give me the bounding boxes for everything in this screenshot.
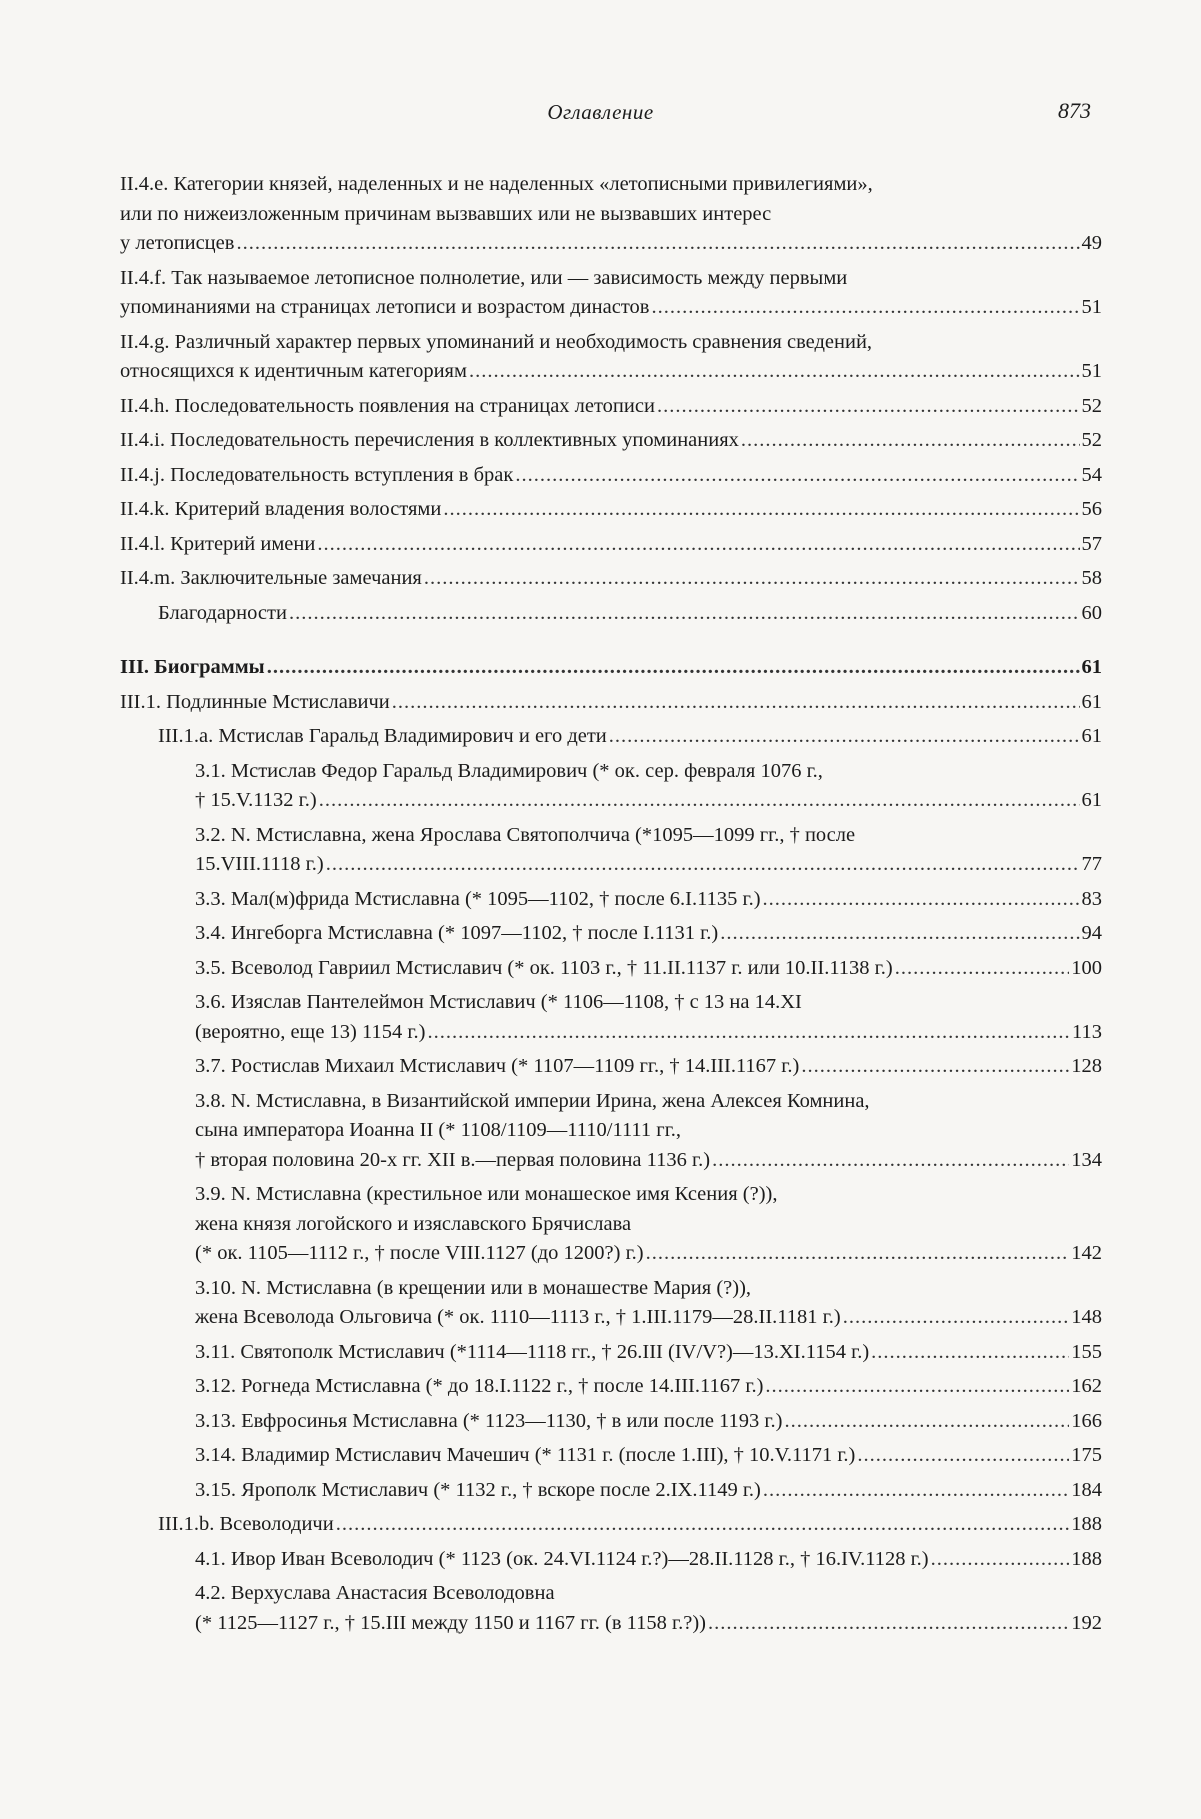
toc-entry-text: II.4.i. Последовательность перечисления в коллективных упоминаниях — [120, 429, 739, 451]
toc-entry-text: 3.15. Ярополк Мстиславич (* 1132 г., † вскоре после 2.IX.1149 г.) — [195, 1478, 761, 1501]
toc-page-number: 100 — [1071, 956, 1102, 979]
dot-leader — [871, 1338, 1069, 1368]
toc-page-number: 61 — [1081, 656, 1102, 678]
toc-entry-text: 3.5. Всеволод Гавриил Мстиславич (* ок. 1103 г., † 11.II.1137 г. или 10.II.1138 г.) — [195, 956, 893, 979]
toc-entry-text: 3.9. N. Мстиславна (крестильное или монашеское имя Ксения (?)), — [195, 1183, 778, 1205]
toc-entry-text: 3.13. Евфросинья Мстиславна (* 1123—1130, † в или после 1193 г.) — [195, 1409, 783, 1432]
dot-leader — [720, 919, 1079, 949]
dot-leader — [427, 1018, 1070, 1048]
dot-leader — [319, 786, 1080, 816]
running-head: Оглавление — [547, 100, 654, 124]
toc-page-number: 94 — [1081, 922, 1102, 944]
toc-entry-text: 3.11. Святополк Мстиславич (*1114—1118 гг., † 26.III (IV/V?)—13.XI.1154 г.) — [195, 1340, 870, 1363]
dot-leader — [801, 1052, 1069, 1082]
dot-leader — [267, 653, 1080, 683]
toc-entry — [120, 599, 1102, 629]
dot-leader — [236, 229, 1079, 259]
dot-leader — [857, 1441, 1069, 1471]
toc-page-number: 51 — [1081, 360, 1102, 382]
toc-page-number: 134 — [1071, 1148, 1102, 1171]
toc-page-number: 54 — [1081, 463, 1102, 486]
table-of-contents — [120, 170, 1102, 1643]
toc-entry-text: жена Всеволода Ольговича (* ок. 1110—1113 г., † 1.III.1179—28.II.1181 г.) — [195, 1306, 841, 1328]
dot-leader — [317, 530, 1079, 560]
toc-entry-text: III.1.b. Всеволодичи — [158, 1513, 334, 1535]
dot-leader — [336, 1510, 1070, 1540]
dot-leader — [515, 461, 1079, 491]
toc-entry-text: относящихся к идентичным категориям — [120, 360, 467, 382]
toc-page-number: 166 — [1071, 1409, 1102, 1432]
toc-entry-text: 3.4. Ингеборга Мстиславна (* 1097—1102, † после I.1131 г.) — [195, 922, 719, 944]
toc-entry — [120, 885, 1102, 915]
toc-entry-text: III.1.a. Мстислав Гаральд Владимирович и его дети — [158, 725, 607, 747]
toc-entry — [120, 688, 1102, 718]
toc-page-number: 60 — [1081, 601, 1102, 624]
toc-page-number: 128 — [1071, 1055, 1102, 1077]
toc-entry — [120, 821, 1102, 880]
toc-entry — [120, 1476, 1102, 1506]
toc-entry — [120, 461, 1102, 491]
toc-page-number: 61 — [1081, 690, 1102, 713]
toc-entry-text: 3.6. Изяслав Пантелеймон Мстиславич (* 1106—1108, † с 13 на 14.XI — [195, 991, 802, 1013]
toc-entry-text: II.4.l. Критерий имени — [120, 532, 316, 555]
toc-page-number: 192 — [1071, 1611, 1102, 1634]
toc-entry — [120, 564, 1102, 594]
toc-entry — [120, 1274, 1102, 1333]
toc-page-number: 57 — [1081, 532, 1102, 555]
toc-entry-text: 3.14. Владимир Мстиславич Мачешич (* 1131 г. (после 1.III), † 10.V.1171 г.) — [195, 1444, 856, 1466]
toc-entry-text: (вероятно, еще 13) 1154 г.) — [195, 1020, 426, 1043]
toc-entry-text: II.4.g. Различный характер первых упоминаний и необходимость сравнения сведений, — [120, 330, 873, 353]
dot-leader — [712, 1146, 1069, 1176]
toc-entry-text: у летописцев — [120, 232, 235, 254]
toc-entry-text: 3.1. Мстислав Федор Гаральд Владимирович (* ок. сер. февраля 1076 г., — [195, 759, 823, 782]
toc-entry — [120, 1180, 1102, 1269]
toc-entry — [120, 1052, 1102, 1082]
toc-entry — [120, 988, 1102, 1047]
toc-page-number: 51 — [1081, 296, 1102, 318]
toc-page-number: 113 — [1072, 1020, 1102, 1043]
toc-entry — [120, 919, 1102, 949]
dot-leader — [289, 599, 1080, 629]
page-number: 873 — [1058, 98, 1091, 123]
toc-entry — [120, 1087, 1102, 1176]
toc-entry — [120, 722, 1102, 752]
dot-leader — [708, 1609, 1069, 1639]
toc-page-number: 52 — [1081, 394, 1102, 417]
dot-leader — [392, 688, 1080, 718]
toc-page-number: 142 — [1071, 1242, 1102, 1264]
dot-leader — [609, 722, 1080, 752]
toc-entry — [120, 1372, 1102, 1402]
dot-leader — [469, 357, 1080, 387]
toc-entry-text: (* 1125—1127 г., † 15.III между 1150 и 1167 гг. (в 1158 г.?)) — [195, 1611, 706, 1634]
toc-page-number: 155 — [1071, 1340, 1102, 1363]
dot-leader — [784, 1407, 1069, 1437]
toc-page-number: 83 — [1081, 887, 1102, 910]
dot-leader — [424, 564, 1080, 594]
dot-leader — [763, 885, 1080, 915]
toc-entry-text: III.1. Подлинные Мстиславичи — [120, 690, 390, 713]
toc-entry-text: 3.2. N. Мстиславна, жена Ярослава Святополчича (*1095—1099 гг., † после — [195, 823, 856, 846]
dot-leader — [895, 954, 1070, 984]
toc-entry-text: 3.8. N. Мстиславна, в Византийской империи Ирина, жена Алексея Комнина, — [195, 1089, 870, 1112]
dot-leader — [763, 1476, 1069, 1506]
toc-entry-text: 3.7. Ростислав Михаил Мстиславич (* 1107—1109 гг., † 14.III.1167 г.) — [195, 1055, 800, 1077]
dot-leader — [646, 1239, 1070, 1269]
toc-page-number: 188 — [1071, 1547, 1102, 1570]
toc-entry — [120, 1338, 1102, 1368]
dot-leader — [765, 1372, 1069, 1402]
toc-entry-text: сына императора Иоанна II (* 1108/1109—1110/1111 гг., — [195, 1119, 682, 1141]
toc-entry — [120, 426, 1102, 456]
toc-entry — [120, 170, 1102, 259]
toc-entry-text: Благодарности — [158, 601, 287, 624]
toc-entry-text: II.4.k. Критерий владения волостями — [120, 498, 442, 520]
toc-page-number: 77 — [1081, 853, 1102, 875]
toc-page-number: 61 — [1081, 789, 1102, 811]
dot-leader — [326, 850, 1080, 880]
toc-section-heading — [120, 653, 1102, 683]
toc-entry — [120, 954, 1102, 984]
toc-entry-text: 4.1. Ивор Иван Всеволодич (* 1123 (ок. 24.VI.1124 г.?)—28.II.1128 г., † 16.IV.1128 г.) — [195, 1547, 929, 1570]
toc-entry-text: (* ок. 1105—1112 г., † после VIII.1127 (до 1200?) г.) — [195, 1242, 644, 1264]
toc-entry-text: упоминаниями на страницах летописи и возрастом династов — [120, 296, 650, 318]
toc-entry — [120, 1579, 1102, 1638]
toc-entry — [120, 1510, 1102, 1540]
dot-leader — [657, 392, 1080, 422]
toc-page-number: 175 — [1071, 1444, 1102, 1466]
toc-page-number: 52 — [1081, 429, 1102, 451]
toc-page-number: 184 — [1071, 1478, 1102, 1501]
toc-entry — [120, 264, 1102, 323]
toc-page-number: 58 — [1081, 567, 1102, 589]
toc-page-number: 49 — [1081, 232, 1102, 254]
toc-entry-text: 3.3. Мал(м)фрида Мстиславна (* 1095—1102, † после 6.I.1135 г.) — [195, 887, 761, 910]
toc-entry — [120, 1441, 1102, 1471]
toc-entry — [120, 328, 1102, 387]
toc-entry-text: 3.12. Рогнеда Мстиславна (* до 18.I.1122 г., † после 14.III.1167 г.) — [195, 1375, 764, 1397]
toc-page-number: 188 — [1071, 1513, 1102, 1535]
toc-page-number: 61 — [1081, 725, 1102, 747]
toc-entry-text: жена князя логойского и изяславского Брячислава — [195, 1212, 632, 1235]
toc-entry-text: II.4.j. Последовательность вступления в брак — [120, 463, 514, 486]
dot-leader — [843, 1303, 1070, 1333]
toc-entry-text: † вторая половина 20-х гг. XII в.—первая половина 1136 г.) — [195, 1148, 711, 1171]
toc-entry-text: II.4.h. Последовательность появления на страницах летописи — [120, 394, 655, 417]
dot-leader — [651, 293, 1079, 323]
toc-entry-text: II.4.f. Так называемое летописное полнолетие, или — зависимость между первыми — [120, 266, 848, 289]
toc-entry-text: 4.2. Верхуслава Анастасия Всеволодовна — [195, 1582, 555, 1604]
toc-entry-text: 3.10. N. Мстиславна (в крещении или в монашестве Мария (?)), — [195, 1276, 752, 1299]
toc-entry — [120, 1545, 1102, 1575]
toc-entry-text: II.4.m. Заключительные замечания — [120, 567, 422, 589]
toc-entry-text: II.4.e. Категории князей, наделенных и не наделенных «летописными привилегиями», — [120, 173, 873, 195]
toc-entry — [120, 757, 1102, 816]
toc-entry-text: † 15.V.1132 г.) — [195, 789, 317, 811]
toc-entry-text: III. Биограммы — [120, 656, 265, 678]
dot-leader — [443, 495, 1079, 525]
dot-leader — [931, 1545, 1070, 1575]
toc-page-number: 148 — [1071, 1306, 1102, 1328]
toc-entry-text: или по нижеизложенным причинам вызвавших или не вызвавших интерес — [120, 202, 772, 225]
toc-entry-text: 15.VIII.1118 г.) — [195, 853, 324, 875]
dot-leader — [741, 426, 1080, 456]
toc-entry — [120, 530, 1102, 560]
toc-entry — [120, 1407, 1102, 1437]
toc-entry — [120, 392, 1102, 422]
toc-page-number: 162 — [1071, 1375, 1102, 1397]
toc-entry — [120, 495, 1102, 525]
toc-page-number: 56 — [1081, 498, 1102, 520]
